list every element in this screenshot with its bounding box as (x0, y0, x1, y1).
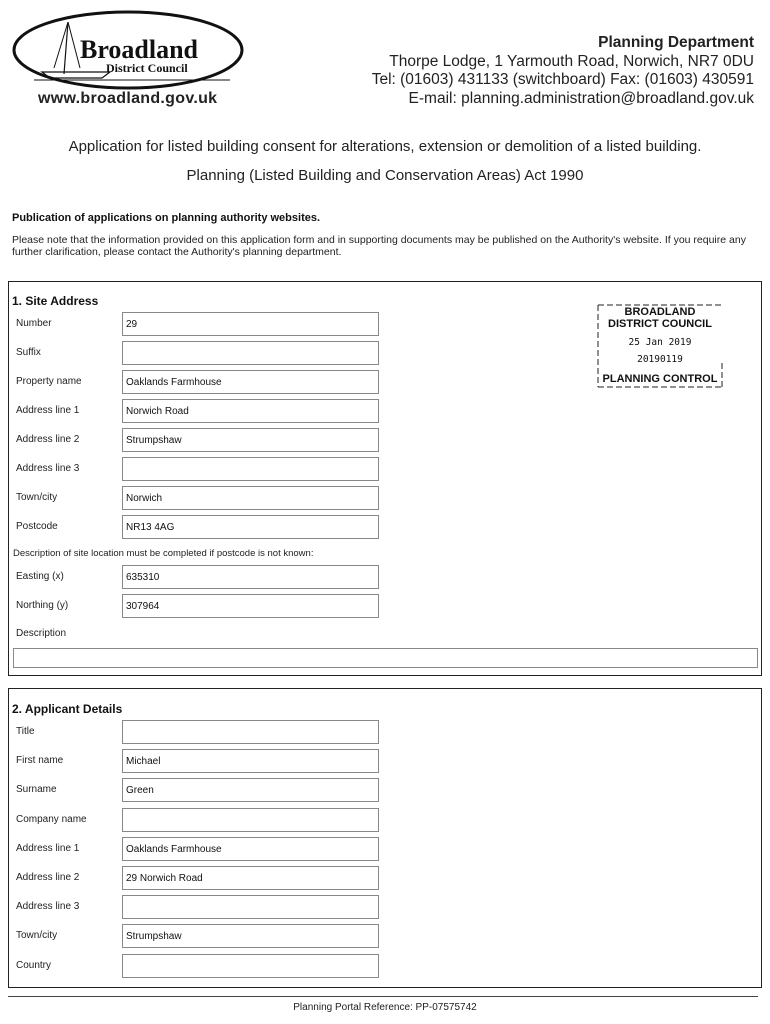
department-email: E-mail: planning.administration@broadland.gov.uk (408, 89, 754, 107)
stamp-line1: BROADLAND (624, 306, 696, 318)
field-label: Town/city (16, 930, 58, 942)
field-input[interactable] (122, 954, 379, 978)
department-phone: Tel: (01603) 431133 (switchboard) Fax: (01603) 430591 (371, 71, 754, 88)
field-label: Address line 3 (16, 463, 80, 474)
field-label: Property name (16, 376, 82, 387)
description-label: Description (16, 628, 67, 639)
field-input[interactable]: 29 (122, 312, 379, 336)
field-input[interactable]: 29 Norwich Road (122, 866, 379, 890)
field-label: Suffix (16, 347, 41, 358)
stamp-ref: 20190119 (637, 354, 683, 365)
field-input[interactable] (122, 895, 379, 919)
logo-subname: District Council (106, 61, 188, 75)
publication-heading: Publication of applications on planning authority websites. (12, 212, 321, 224)
field-label: Postcode (16, 521, 58, 532)
field-input[interactable]: NR13 4AG (122, 515, 379, 539)
field-input[interactable]: Strumpshaw (122, 924, 379, 948)
field-label: Company name (16, 813, 87, 825)
field-input[interactable]: Michael (122, 749, 379, 773)
field-input[interactable]: Oaklands Farmhouse (122, 370, 379, 394)
received-stamp (596, 303, 724, 389)
field-input[interactable] (122, 808, 379, 832)
stamp-dept: PLANNING CONTROL (602, 373, 718, 385)
field-input[interactable]: Oaklands Farmhouse (122, 837, 379, 861)
logo-name: Broadland (80, 35, 199, 64)
field-label: Surname (16, 784, 57, 796)
field-label: First name (16, 755, 64, 767)
applicant-title: 2. Applicant Details (12, 702, 123, 716)
field-label: Number (16, 318, 52, 329)
location-note: Description of site location must be completed if postcode is not known: (13, 548, 314, 559)
stamp-date: 25 Jan 2019 (628, 337, 692, 348)
field-input[interactable]: Green (122, 778, 379, 802)
field-label: Address line 1 (16, 405, 80, 416)
field-input[interactable]: Norwich Road (122, 399, 379, 423)
easting-field[interactable]: 635310 (122, 565, 379, 589)
publication-text: Please note that the information provided on this application form and in supporting documents may be published on the Authority's website. If you require any further clarification, please contact the Authority's planning department. (12, 234, 746, 258)
easting-label: Easting (x) (16, 571, 64, 582)
department-name: Planning Department (598, 34, 754, 51)
field-label: Country (16, 959, 52, 971)
field-input[interactable] (122, 720, 379, 744)
field-input[interactable] (122, 457, 379, 481)
field-label: Address line 2 (16, 872, 80, 883)
northing-field[interactable]: 307964 (122, 594, 379, 618)
website-url[interactable]: www.broadland.gov.uk (38, 90, 218, 107)
description-field[interactable] (13, 648, 758, 668)
field-input[interactable] (122, 341, 379, 365)
field-input[interactable]: Strumpshaw (122, 428, 379, 452)
field-input[interactable]: Norwich (122, 486, 379, 510)
form-title: Application for listed building consent for alterations, extension or demolition of a listed building. (68, 138, 702, 155)
portal-reference: Planning Portal Reference: PP-07575742 (293, 1002, 477, 1013)
footer-divider (8, 996, 758, 997)
department-address: Thorpe Lodge, 1 Yarmouth Road, Norwich, NR7 0DU (389, 52, 754, 70)
northing-label: Northing (y) (16, 600, 69, 611)
field-label: Address line 1 (16, 842, 80, 854)
broadland-logo (10, 8, 246, 92)
field-label: Town/city (16, 492, 58, 503)
department-contact (372, 34, 754, 108)
form-act: Planning (Listed Building and Conservation Areas) Act 1990 (186, 167, 584, 184)
site-address-title: 1. Site Address (12, 294, 99, 308)
field-label: Title (16, 726, 35, 737)
stamp-line2: DISTRICT COUNCIL (608, 318, 712, 330)
field-label: Address line 2 (16, 434, 80, 445)
field-label: Address line 3 (16, 901, 80, 913)
